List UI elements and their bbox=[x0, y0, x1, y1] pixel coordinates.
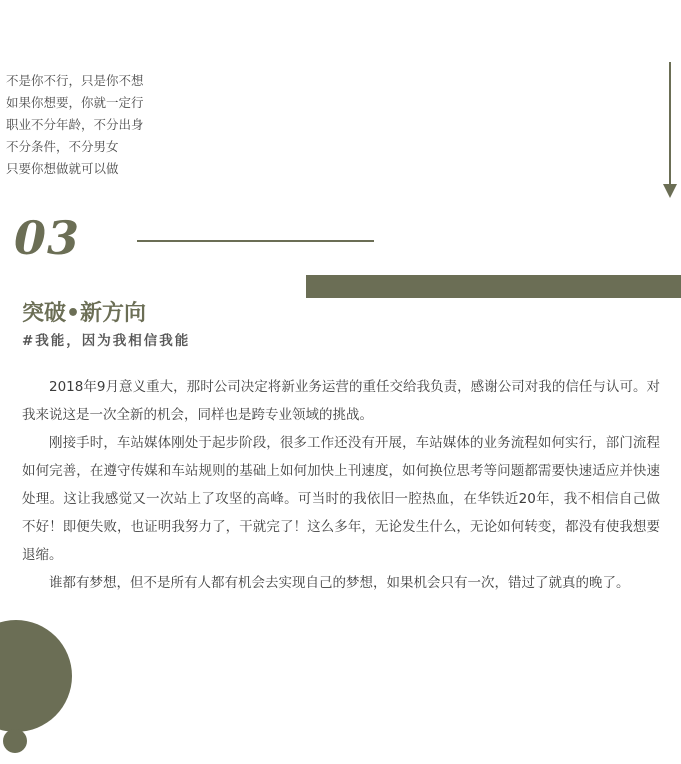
decorative-circle-large bbox=[0, 620, 72, 732]
arrow-head bbox=[663, 184, 677, 198]
intro-line: 职业不分年龄，不分出身 bbox=[6, 117, 144, 132]
section-subtitle: #我能，因为我相信我能 bbox=[22, 333, 191, 349]
arrow-shaft bbox=[669, 62, 671, 186]
intro-line: 不分条件，不分男女 bbox=[6, 139, 119, 154]
paragraph: 2018年9月意义重大，那时公司决定将新业务运营的重任交给我负责，感谢公司对我的信任与认可。对我来说这是一次全新的机会，同样也是跨专业领域的挑战。 bbox=[22, 379, 660, 423]
section-number: 03 bbox=[14, 211, 81, 265]
section-title: 突破•新方向 bbox=[22, 301, 147, 326]
article-body bbox=[22, 373, 660, 597]
paragraph: 谁都有梦想，但不是所有人都有机会去实现自己的梦想，如果机会只有一次，错过了就真的晚了。 bbox=[49, 575, 630, 591]
accent-band bbox=[306, 275, 681, 298]
intro-line: 不是你不行，只是你不想 bbox=[6, 73, 144, 88]
intro-poem bbox=[6, 70, 144, 180]
intro-line: 如果你想要，你就一定行 bbox=[6, 95, 144, 110]
paragraph: 刚接手时，车站媒体刚处于起步阶段，很多工作还没有开展，车站媒体的业务流程如何实行，部门流程如何完善，在遵守传媒和车站规则的基础上如何加快上刊速度，如何换位思考等问题都需要快速适应并快速处理。这让我感觉又一次站上了攻坚的高峰。可当时的我依旧一腔热血，在华铁近20年，我不相信自己做不好！即便失败，也证明我努力了，干就完了！这么多年，无论发生什么，无论如何转变，都没有使我想要退缩。 bbox=[22, 435, 660, 563]
intro-line: 只要你想做就可以做 bbox=[6, 161, 119, 176]
decorative-circle-small bbox=[3, 729, 27, 753]
section-number-rule bbox=[137, 240, 374, 242]
